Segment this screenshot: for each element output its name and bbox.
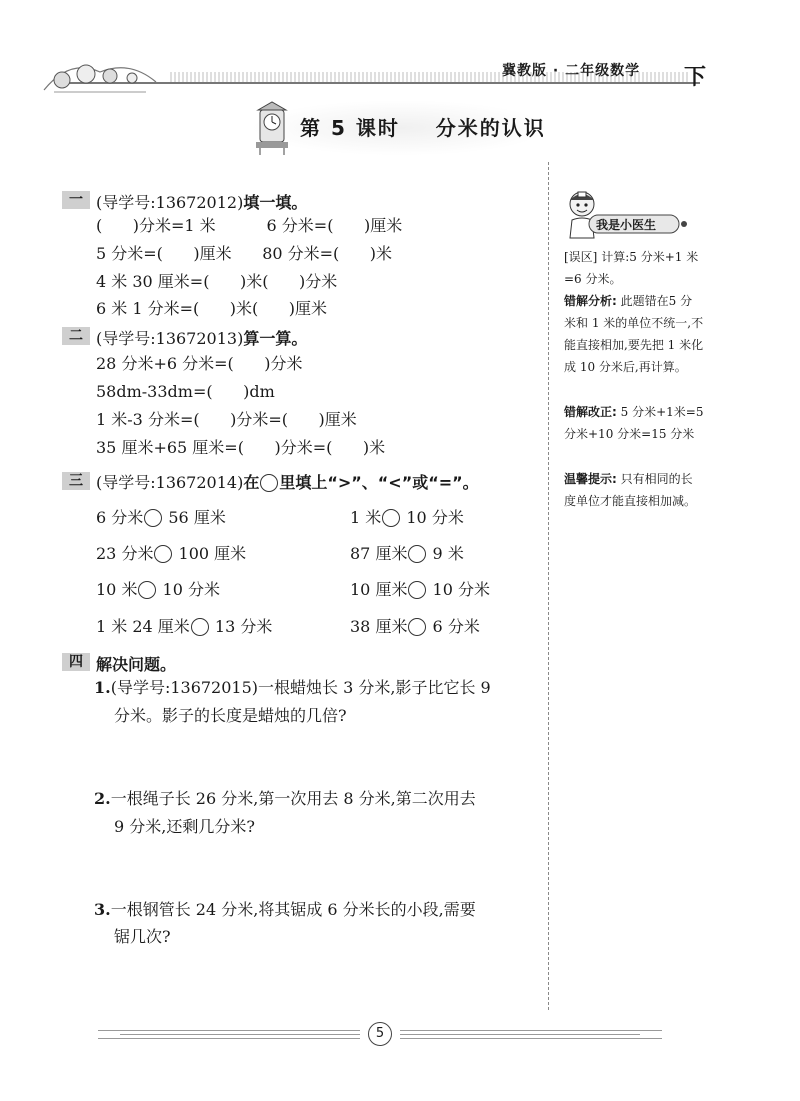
question-line: 6 米 1 分米=( )米( )厘米 (96, 299, 328, 318)
footer-rule (400, 1030, 662, 1031)
compare-right: 6 分米 (432, 617, 480, 636)
analysis-text: 此题错在5 分米和 1 米的单位不统一,不能直接相加,要先把 1 米化成 10 分米后,再计算。 (564, 294, 704, 374)
analysis-label: 错解分析: (564, 294, 617, 308)
sidebar-tag: 我是小医生 (596, 218, 657, 232)
footer-rule (98, 1038, 360, 1039)
compare-item (350, 617, 480, 637)
problem-number: 2. (94, 789, 111, 808)
answer-circle[interactable] (408, 581, 426, 599)
answer-circle[interactable] (382, 509, 400, 527)
problem-line: 锯几次? (114, 927, 171, 946)
edition-label: 冀教版 · 二年级数学 (502, 63, 641, 79)
section-title: 解决问题。 (96, 655, 177, 674)
answer-circle[interactable] (154, 545, 172, 563)
compare-right: 100 厘米 (178, 544, 247, 563)
compare-item (350, 580, 490, 600)
sidebar-tip (564, 468, 704, 512)
section-badge: 一 (62, 191, 90, 209)
error-text: 计算:5 分米+1 米=6 分米。 (564, 250, 699, 286)
sidebar-error (564, 246, 704, 290)
question-line: 1 米-3 分米=( )分米=( )厘米 (96, 410, 357, 429)
footer-rule (98, 1030, 360, 1031)
problem-line (94, 900, 476, 920)
compare-left: 6 分米 (96, 508, 144, 527)
sidebar-correction (564, 401, 704, 445)
section-heading (96, 190, 307, 213)
compare-left: 1 米 (350, 508, 382, 527)
section-heading (96, 470, 479, 493)
answer-circle[interactable] (191, 618, 209, 636)
guide-number: (导学号:13672014) (96, 473, 244, 492)
sidebar-analysis (564, 290, 704, 378)
compare-item (350, 508, 464, 528)
correction-text: 5 分米+1米=5 分米+10 分米=15 分米 (564, 405, 704, 441)
answer-circle[interactable] (138, 581, 156, 599)
compare-item (350, 544, 464, 564)
compare-left: 87 厘米 (350, 544, 408, 563)
question-line: 35 厘米+65 厘米=( )分米=( )米 (96, 438, 386, 457)
compare-left: 10 米 (96, 580, 138, 599)
section-title: 填一填。 (243, 193, 308, 212)
clock-tower-icon (252, 100, 292, 156)
tip-label: 温馨提示: (564, 472, 617, 486)
compare-item (96, 508, 226, 528)
page-number: 5 (368, 1022, 392, 1046)
compare-item (96, 544, 246, 564)
answer-circle[interactable] (408, 618, 426, 636)
blank-circle (260, 474, 278, 492)
tip-text: 只有相同的长度单位才能直接相加减。 (564, 472, 697, 508)
compare-item (96, 580, 220, 600)
compare-right: 10 分米 (406, 508, 464, 527)
compare-left: 10 厘米 (350, 580, 408, 599)
compare-left: 38 厘米 (350, 617, 408, 636)
section-heading (96, 652, 176, 675)
problem-text: 一根钢管长 24 分米,将其锯成 6 分米长的小段,需要 (110, 900, 476, 919)
answer-circle[interactable] (144, 509, 162, 527)
problem-line (94, 789, 476, 809)
section-badge: 二 (62, 327, 90, 345)
compare-right: 10 分米 (432, 580, 490, 599)
problem-number: 3. (94, 900, 111, 919)
answer-circle[interactable] (408, 545, 426, 563)
footer-rule (400, 1034, 640, 1035)
compare-right: 10 分米 (162, 580, 220, 599)
problem-line: 9 分米,还剩几分米? (114, 817, 255, 836)
compare-left: 1 米 24 厘米 (96, 617, 190, 636)
question-line: 5 分米=( )厘米 80 分米=( )米 (96, 244, 393, 263)
volume-label: 下 (684, 65, 707, 90)
guide-number: (导学号:13672013) (96, 329, 244, 348)
footer-rule (400, 1038, 662, 1039)
section-title: 算一算。 (243, 329, 308, 348)
problem-line (94, 678, 491, 698)
compare-right: 9 米 (432, 544, 464, 563)
section-title-b: 里填上“>”、“<”或“=”。 (279, 473, 479, 492)
section-badge: 四 (62, 653, 90, 671)
problem-text: (导学号:13672015)一根蜡烛长 3 分米,影子比它长 9 (110, 678, 491, 697)
column-divider (548, 162, 549, 1010)
question-line: 4 米 30 厘米=( )米( )分米 (96, 272, 338, 291)
section-title-a: 在 (243, 473, 260, 492)
question-line: 28 分米+6 分米=( )分米 (96, 354, 303, 373)
correction-label: 错解改正: (564, 405, 617, 419)
compare-right: 56 厘米 (168, 508, 226, 527)
page-title: 第 5 课时 分米的认识 (300, 116, 546, 140)
problem-line: 分米。影子的长度是蜡烛的几倍? (114, 706, 347, 725)
section-badge: 三 (62, 472, 90, 490)
section-heading (96, 326, 307, 349)
guide-number: (导学号:13672012) (96, 193, 244, 212)
problem-text: 一根绳子长 26 分米,第一次用去 8 分米,第二次用去 (110, 789, 476, 808)
problem-number: 1. (94, 678, 111, 697)
compare-left: 23 分米 (96, 544, 154, 563)
question-line: ( )分米=1 米 6 分米=( )厘米 (96, 216, 403, 235)
cartoon-logo-icon (40, 52, 160, 96)
footer-rule (120, 1034, 360, 1035)
error-label: [误区] (564, 250, 598, 264)
question-line: 58dm-33dm=( )dm (96, 382, 275, 401)
compare-right: 13 分米 (214, 617, 273, 636)
compare-item (96, 617, 272, 637)
